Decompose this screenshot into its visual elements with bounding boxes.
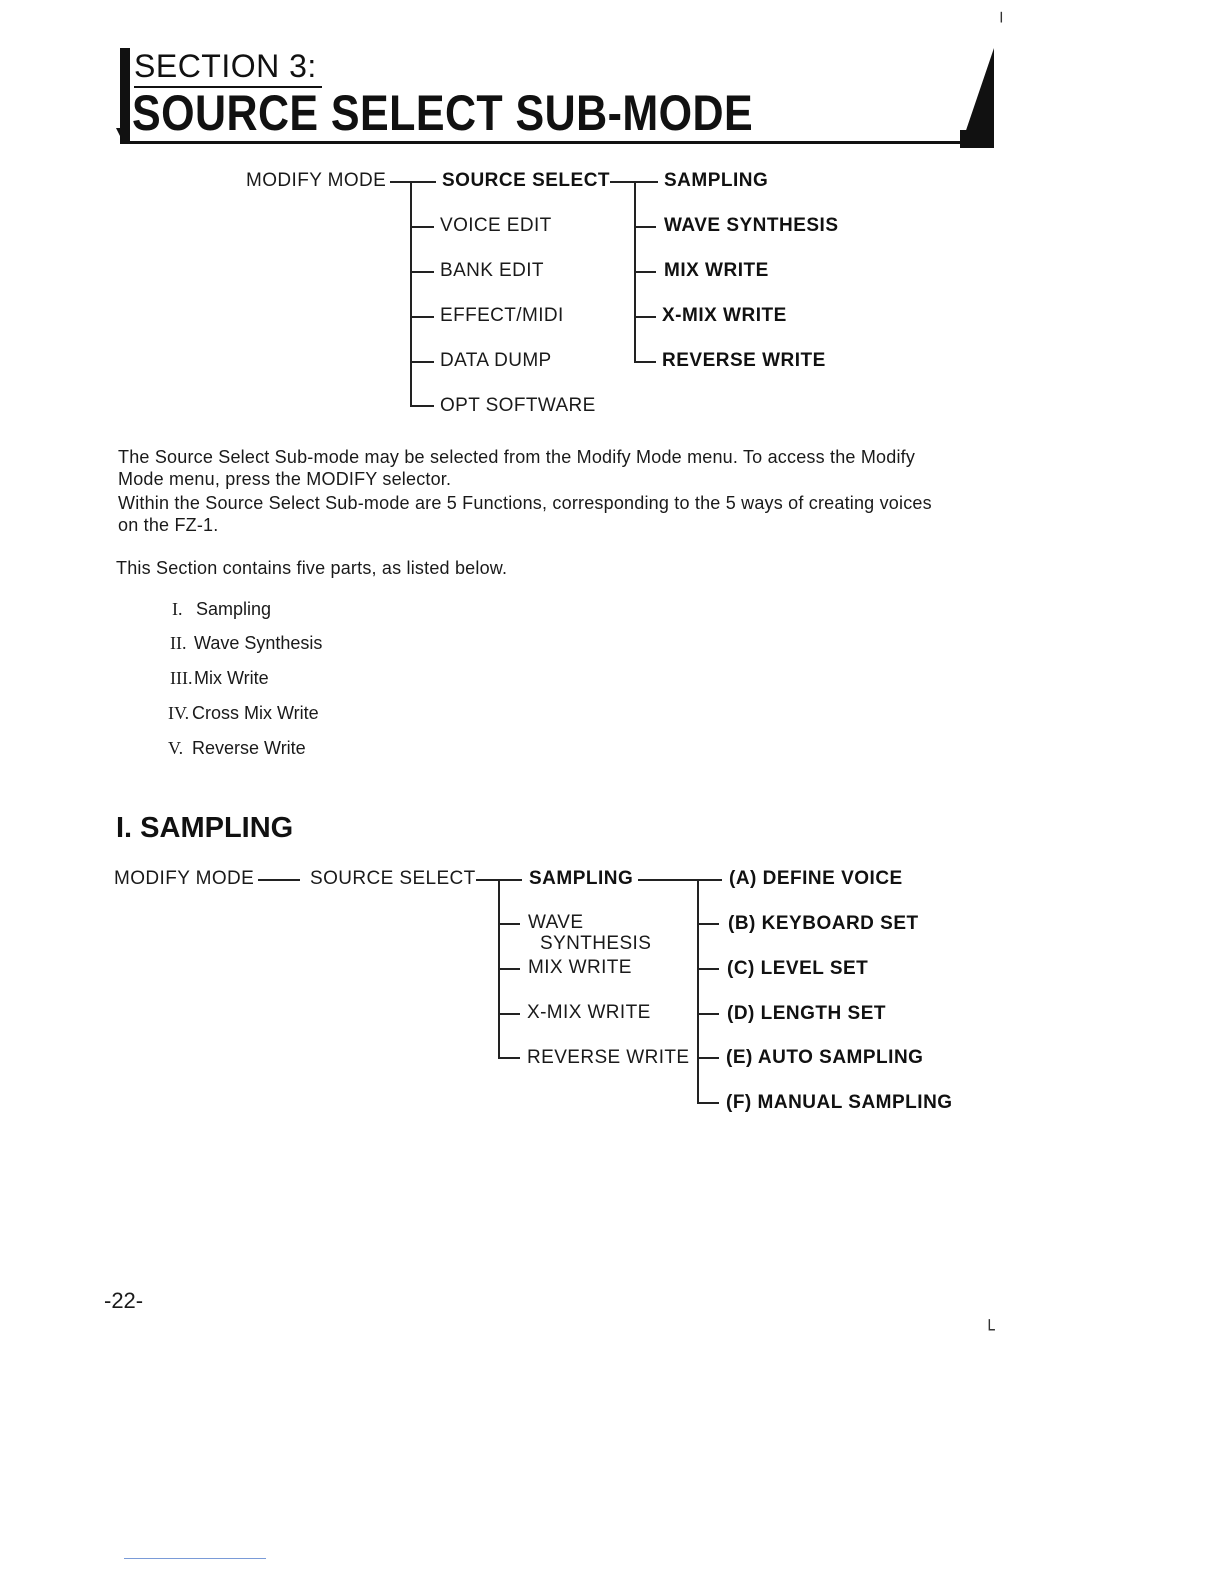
tree-item-reverse-write: REVERSE WRITE <box>662 350 826 371</box>
list-item-number: III. <box>170 668 193 688</box>
connector <box>410 316 434 318</box>
header-corner-block <box>960 130 994 148</box>
tree-item-keyboard-set: (B) KEYBOARD SET <box>728 913 919 934</box>
tree-item-auto-sampling: (E) AUTO SAMPLING <box>726 1047 924 1068</box>
connector <box>498 923 520 925</box>
connector <box>634 226 656 228</box>
connector <box>634 361 656 363</box>
scan-artifact-line <box>124 1558 266 1559</box>
connector <box>634 316 656 318</box>
header-rule <box>120 141 994 144</box>
tree-item-synthesis: SYNTHESIS <box>540 933 652 954</box>
connector <box>498 968 520 970</box>
connector <box>498 1013 520 1015</box>
tree-item-opt-software: OPT SOFTWARE <box>440 395 596 416</box>
connector <box>697 968 719 970</box>
trunk-line <box>410 181 412 405</box>
list-item-label: Reverse Write <box>192 738 306 758</box>
list-item-label: Wave Synthesis <box>194 633 323 653</box>
tree-item-sampling: SAMPLING <box>529 868 634 889</box>
tree-item-level-set: (C) LEVEL SET <box>727 958 869 979</box>
list-item-label: Mix Write <box>194 668 269 688</box>
connector <box>390 181 436 183</box>
list-item <box>168 738 306 759</box>
list-item <box>170 633 322 654</box>
connector <box>634 271 656 273</box>
tree-item-mix-write: MIX WRITE <box>664 260 769 281</box>
section-title: SOURCE SELECT SUB-MODE <box>132 85 754 141</box>
tree-item-wave: WAVE <box>528 912 584 933</box>
tree-item-source-select: SOURCE SELECT <box>310 868 476 889</box>
list-item <box>168 703 319 724</box>
trunk-line <box>697 879 699 1102</box>
list-item <box>172 599 271 620</box>
connector <box>638 879 722 881</box>
list-item-label: Sampling <box>196 599 272 619</box>
tree-root: MODIFY MODE <box>246 170 387 191</box>
list-item-number: I. <box>172 599 183 619</box>
crop-mark-bottom-right: └ <box>984 1320 995 1341</box>
intro-paragraph-line: Mode menu, press the MODIFY selector. <box>118 469 452 489</box>
tree-item-mix-write: MIX WRITE <box>528 957 632 978</box>
connector <box>498 1057 520 1059</box>
connector <box>697 1013 719 1015</box>
tree-item-effect-midi: EFFECT/MIDI <box>440 305 564 326</box>
tree-item-manual-sampling: (F) MANUAL SAMPLING <box>726 1092 953 1113</box>
connector <box>410 271 434 273</box>
tree-item-length-set: (D) LENGTH SET <box>727 1003 886 1024</box>
connector <box>410 405 434 407</box>
connector <box>410 226 434 228</box>
connector <box>697 1102 719 1104</box>
list-item <box>170 668 269 689</box>
intro-paragraph: This Section contains five parts, as listed below. <box>116 558 508 578</box>
list-item-number: II. <box>170 633 187 653</box>
connector <box>697 1057 719 1059</box>
connector <box>410 361 434 363</box>
tree-item-data-dump: DATA DUMP <box>440 350 552 371</box>
intro-paragraph-line: The Source Select Sub-mode may be selected from the Modify Mode menu. To access the Modify <box>118 447 916 467</box>
page-number: -22- <box>104 1288 144 1313</box>
list-item-number: V. <box>168 738 184 758</box>
crop-mark-top-right: ╷ <box>996 2 1007 23</box>
tree-root: MODIFY MODE <box>114 868 255 889</box>
tree-item-sampling: SAMPLING <box>664 170 769 191</box>
list-item-label: Cross Mix Write <box>192 703 319 723</box>
intro-paragraph-line: Within the Source Select Sub-mode are 5 Functions, corresponding to the 5 ways of creating voices <box>118 493 932 513</box>
tree-item-source-select: SOURCE SELECT <box>442 170 611 191</box>
sampling-heading: I. SAMPLING <box>116 812 294 844</box>
tree-item-wave-synthesis: WAVE SYNTHESIS <box>664 215 839 236</box>
tree-item-x-mix-write: X-MIX WRITE <box>662 305 787 326</box>
tree-item-reverse-write: REVERSE WRITE <box>527 1047 690 1068</box>
section-label: SECTION 3: <box>134 48 317 84</box>
intro-paragraph-line: on the FZ-1. <box>118 515 219 535</box>
tree-item-x-mix-write: X-MIX WRITE <box>527 1002 651 1023</box>
connector <box>258 879 300 881</box>
tree-item-bank-edit: BANK EDIT <box>440 260 544 281</box>
tree-item-voice-edit: VOICE EDIT <box>440 215 552 236</box>
tree-item-define-voice: (A) DEFINE VOICE <box>729 868 903 889</box>
connector <box>697 923 719 925</box>
list-item-number: IV. <box>168 703 190 723</box>
